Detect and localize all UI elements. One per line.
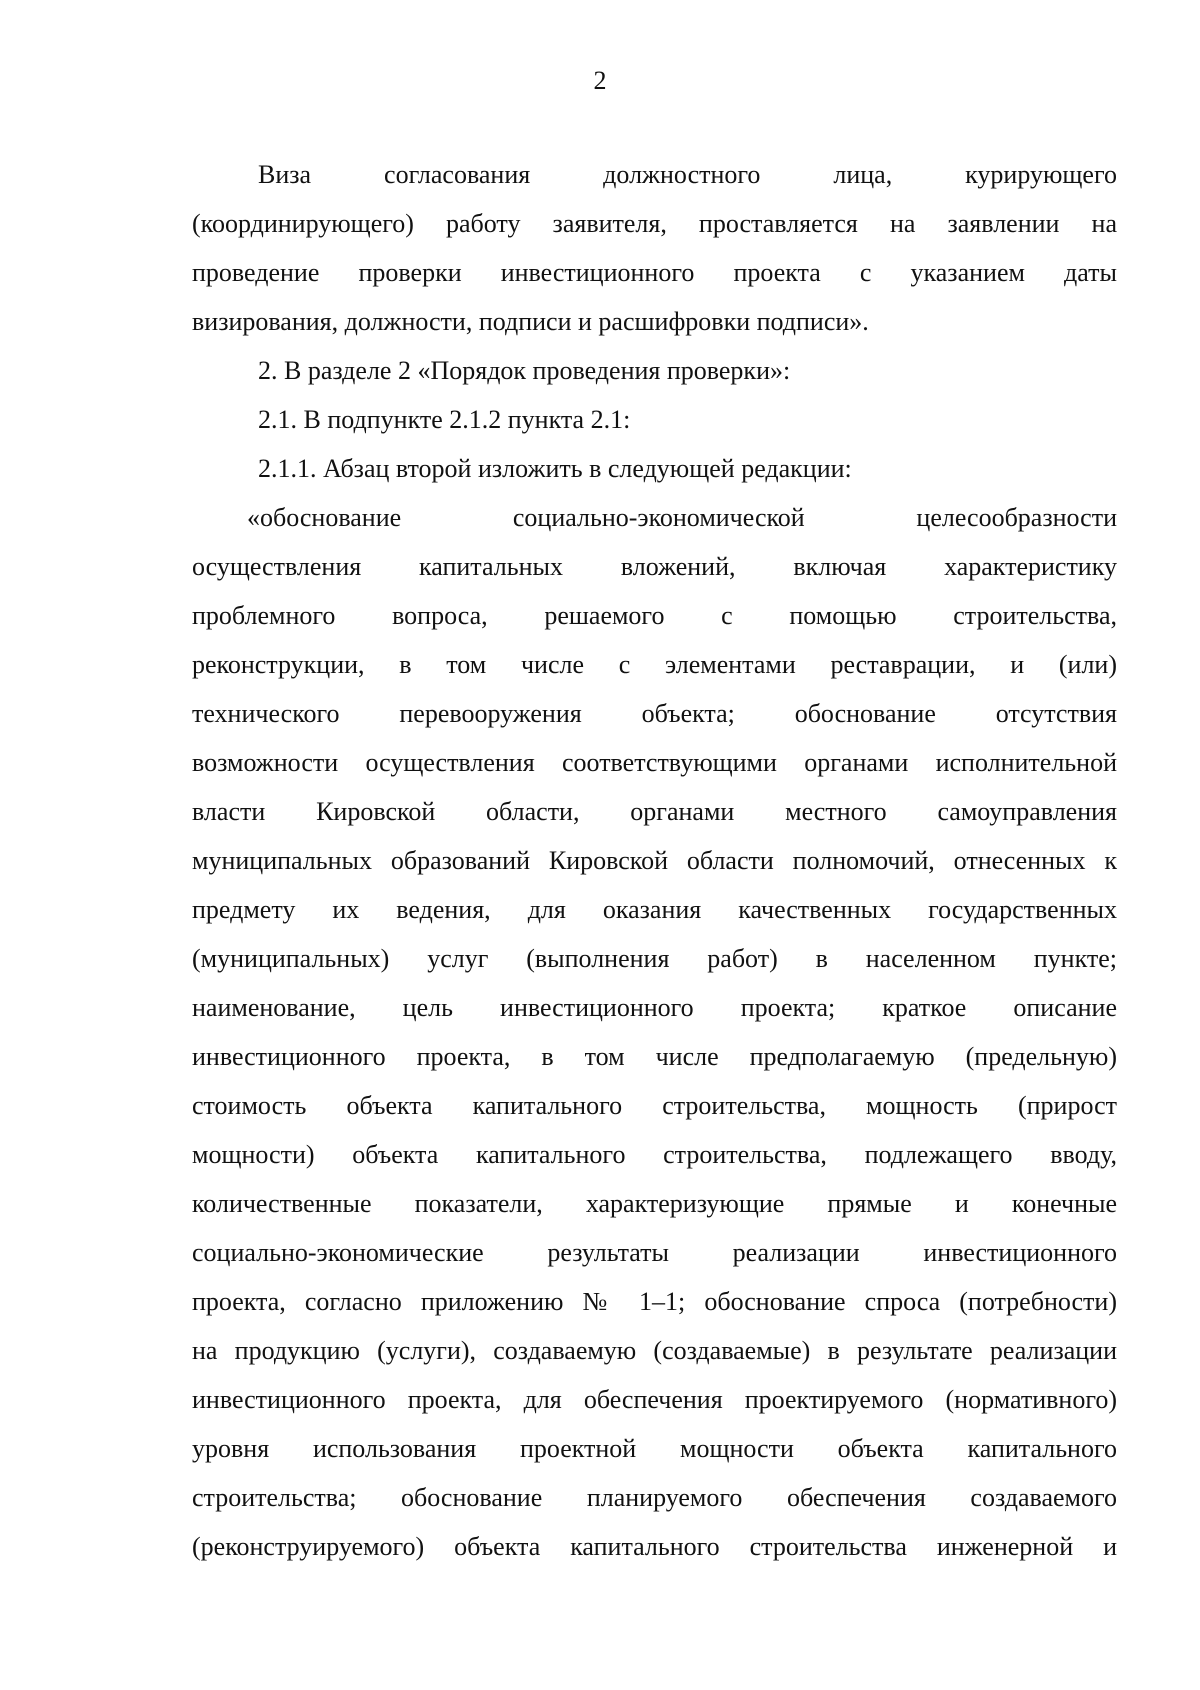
text-line: муниципальных образований Кировской области полномочий, отнесенных к [192, 846, 1117, 875]
text-line: «обоснование социально-экономической целесообразности [247, 503, 1117, 532]
text-line: осуществления капитальных вложений, включая характеристику [192, 552, 1117, 581]
text-line: строительства; обоснование планируемого обеспечения создаваемого [192, 1483, 1117, 1512]
paragraph-visa [192, 150, 1117, 346]
paragraph-subitem-2-1: 2.1. В подпункте 2.1.2 пункта 2.1: [258, 405, 631, 434]
text-line: стоимость объекта капитального строительства, мощность (прирост [192, 1091, 1117, 1120]
paragraph-section-2: 2. В разделе 2 «Порядок проведения проверки»: [258, 356, 791, 385]
text-line: возможности осуществления соответствующими органами исполнительной [192, 748, 1117, 777]
text-line: (муниципальных) услуг (выполнения работ) в населенном пункте; [192, 944, 1117, 973]
text-line: визирования, должности, подписи и расшифровки подписи». [192, 307, 869, 336]
text-line: проекта, согласно приложению № 1–1; обоснование спроса (потребности) [192, 1287, 1117, 1316]
paragraph-subitem-2-1-1: 2.1.1. Абзац второй изложить в следующей редакции: [258, 454, 852, 483]
text-line: уровня использования проектной мощности объекта капитального [192, 1434, 1117, 1463]
text-line: реконструкции, в том числе с элементами реставрации, и (или) [192, 650, 1117, 679]
text-line: проблемного вопроса, решаемого с помощью строительства, [192, 601, 1117, 630]
text-line: (координирующего) работу заявителя, проставляется на заявлении на [192, 209, 1117, 238]
text-line: технического перевооружения объекта; обоснование отсутствия [192, 699, 1117, 728]
text-line: предмету их ведения, для оказания качественных государственных [192, 895, 1117, 924]
text-line: социально-экономические результаты реализации инвестиционного [192, 1238, 1117, 1267]
page-number: 2 [593, 66, 607, 95]
text-line: власти Кировской области, органами местного самоуправления [192, 797, 1117, 826]
text-line: наименование, цель инвестиционного проекта; краткое описание [192, 993, 1117, 1022]
text-line: проведение проверки инвестиционного проекта с указанием даты [192, 258, 1117, 287]
text-line: количественные показатели, характеризующие прямые и конечные [192, 1189, 1117, 1218]
text-line: на продукцию (услуги), создаваемую (создаваемые) в результате реализации [192, 1336, 1117, 1365]
text-line: инвестиционного проекта, для обеспечения проектируемого (нормативного) [192, 1385, 1117, 1414]
text-line: инвестиционного проекта, в том числе предполагаемую (предельную) [192, 1042, 1117, 1071]
text-line: мощности) объекта капитального строительства, подлежащего вводу, [192, 1140, 1117, 1169]
document-body [192, 150, 1117, 1571]
paragraph-quoted-amendment [192, 493, 1117, 1571]
text-line: (реконструируемого) объекта капитального строительства инженерной и [192, 1532, 1117, 1561]
text-line: Виза согласования должностного лица, курирующего [258, 160, 1117, 189]
